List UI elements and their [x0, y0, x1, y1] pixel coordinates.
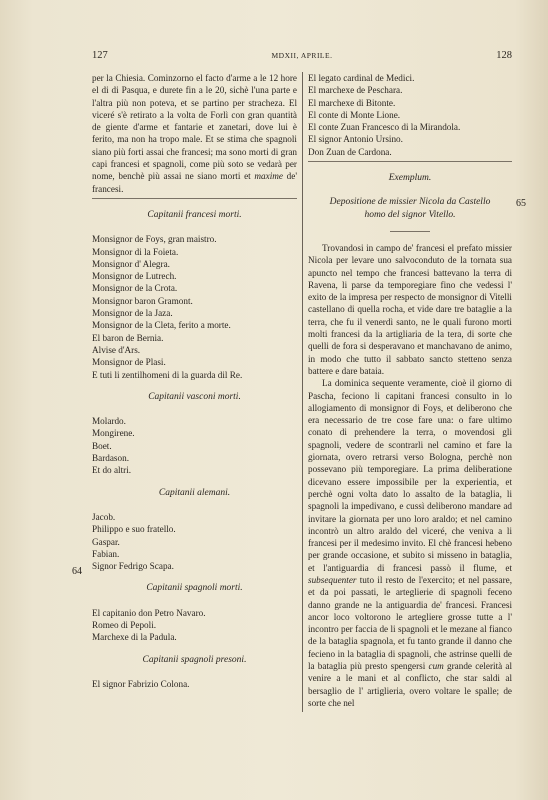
list-item: Monsignor di la Foieta.	[92, 246, 179, 257]
list-item: Boet.	[92, 440, 112, 451]
exemplum-title: Exemplum.	[388, 173, 432, 184]
list-item: Bardason.	[92, 453, 129, 464]
running-head: MDXII, APRILE.	[271, 51, 333, 60]
list-item: E tuti li zentilhomeni di la guarda dil Re.	[92, 369, 243, 380]
list-item: El signor Antonio Ursino.	[308, 134, 403, 145]
list-item: Philippo e suo fratello.	[92, 524, 176, 535]
section-title-spanish-dead: Capitanii spagnoli morti.	[146, 583, 243, 594]
section-title-french-dead: Capitanii francesi morti.	[147, 209, 242, 220]
list-item: El baron de Bernia.	[92, 332, 164, 343]
list-item: Gaspar.	[92, 536, 120, 547]
list-item: Monsignor de Plasi.	[92, 357, 166, 368]
list-item: El marchexe di Bitonte.	[308, 97, 396, 108]
list-item: El capitanio don Petro Navaro.	[92, 607, 206, 618]
section-title-german: Capitanii alemani.	[158, 487, 231, 498]
spanish-prisoners-list-continued	[308, 72, 512, 158]
list-item: Monsignor de la Crota.	[92, 283, 178, 294]
deposition-title: Depositione de missier Nicola da Castello homo del signor Vitello.	[329, 197, 491, 220]
section-rule	[92, 198, 297, 199]
margin-line-number-left: 64	[72, 566, 82, 577]
list-item: Monsignor de Lutrech.	[92, 271, 177, 282]
section-rule	[308, 161, 512, 162]
list-item: Fabian.	[92, 548, 120, 559]
list-item: El marchexe de Peschara.	[308, 85, 403, 96]
right-column	[308, 72, 512, 709]
deposition-paragraph-2: La dominica sequente veramente, cioè il giorno di Pascha, feciono li capitani francesi consulto in lo allogiamento di monsignor di Foys, et deliberono che era necessario de tre cose fare una: o fare ultimo conato di prehendere la terra, o movendosi gli spagnoli, vedere de scontrarli nel camino et fare la giornata, overo retrarsi verso Bologna, perchè non possevano più temporegiare. La prima deliberatione dicevano essere impossibile per la experientia, et perchè ogni volta dato lo assalto de la bataglia, li spagnoli la impedivano, e cussì deliberono mandare ad invitare la giornata per uno loro araldo; et nel camino incontrò un altro araldo del viceré, che veniva a li francesi per il medesimo invito. El chè francesi hebeno per grande occasione, et subito si misseno in bataglia, et l'antiguardia di francesi passò il flume, et subsequenter tuto il resto de l'exercito; et nel passare, et da poi passati, le arteglierie di spagnoli feceno danno grande ne la antiguardia de' francesi. Francesi ancor loco voltorono le artegliere grosse tutte a l' incontro per faccia de li spagnoli et le mezane al fianco de la bataglia spagnola, et fu tanto grande il danno che fecieno in la bataglia di spagnoli, che astrinse quelli de la bataglia più presto spengersi cum grande celerità al venire a le mani et al conflicto, che star saldi al bersaglio de l' artiglieria, overo voltare le spalle; de sorte che nel	[308, 378, 513, 708]
list-item: Alvise d'Ars.	[92, 344, 141, 355]
title-rule	[390, 231, 430, 232]
list-item: Marchexe di la Padula.	[92, 632, 177, 643]
list-item: Monsignor de Foys, gran maistro.	[92, 234, 217, 245]
gascon-dead-list	[92, 415, 297, 476]
page-number-right: 128	[496, 50, 512, 61]
page-header	[92, 50, 512, 64]
spanish-dead-list	[92, 607, 297, 644]
list-item: Mongirene.	[92, 428, 135, 439]
page-number-left: 127	[92, 50, 108, 61]
list-item: El signor Fabrizio Colona.	[92, 678, 190, 689]
list-item: Monsignor de la Cleta, ferito a morte.	[92, 320, 231, 331]
list-item: Monsignor d' Alegra.	[92, 258, 170, 269]
list-item: Jacob.	[92, 511, 116, 522]
list-item: Monsignor baron Gramont.	[92, 295, 193, 306]
opening-paragraph: per la Chiesia. Cominzorno el facto d'arme a le 12 hore el di di Pasqua, e durete fin a le 20, sichè l'una parte e l'altra più non poteva, et se partino per stracheza. El viceré s'è retirato a la volta de Forlì con gran quantità de giente d'arme et fantarie et zanetari, dove lui è ferito, ma non ha tropo male. Et se stima che spagnoli siano più forti assai che francesi; ma sono morti di gran capi francesi et spagnoli, come più soto se vedarà per nome, benchè più assai ne siano morti et maxime de' francesi.	[92, 73, 297, 194]
list-item: El conte di Monte Lione.	[308, 109, 401, 120]
list-item: Don Zuan de Cardona.	[308, 146, 392, 157]
list-item: Molardo.	[92, 416, 126, 427]
column-divider	[302, 72, 303, 712]
section-title-gascon-dead: Capitanii vasconi morti.	[148, 391, 241, 402]
left-column	[92, 72, 297, 690]
german-list	[92, 511, 297, 572]
section-title-spanish-prisoners: Capitanii spagnoli presoni.	[142, 654, 247, 665]
list-item: Monsignor de la Jaza.	[92, 308, 173, 319]
list-item: Romeo di Pepoli.	[92, 619, 157, 630]
list-item: El legato cardinal de Medici.	[308, 73, 415, 83]
list-item: El conte Zuan Francesco di la Mirandola.	[308, 122, 461, 133]
margin-line-number-right: 65	[516, 198, 526, 209]
deposition-paragraph-1: Trovandosi in campo de' francesi el prefato missier Nicola per levare uno salvoconduto de la tornata sua apuncto nel tempo che francesi battevano la terra di Ravena, li parse da temporegiare fino che vedessi l' exito de la impresa per respecto de monsignor di Vitelli castellano di quella rocha, et vide dare tre bataglie a la terra, che fu il venerdì santo, ne le quali furono morti molti francesi da la artigliaria de la tera, di sorte che quelli de fora si desperavano et manchavano de animo, in modo che tutto il sabbato sancto stetteno senza battere e dare bataia.	[308, 242, 512, 376]
french-dead-list	[92, 233, 297, 381]
spanish-prisoners-list	[92, 678, 297, 690]
list-item: Et do altri.	[92, 465, 132, 476]
list-item: Signor Fedrigo Scapa.	[92, 561, 174, 572]
